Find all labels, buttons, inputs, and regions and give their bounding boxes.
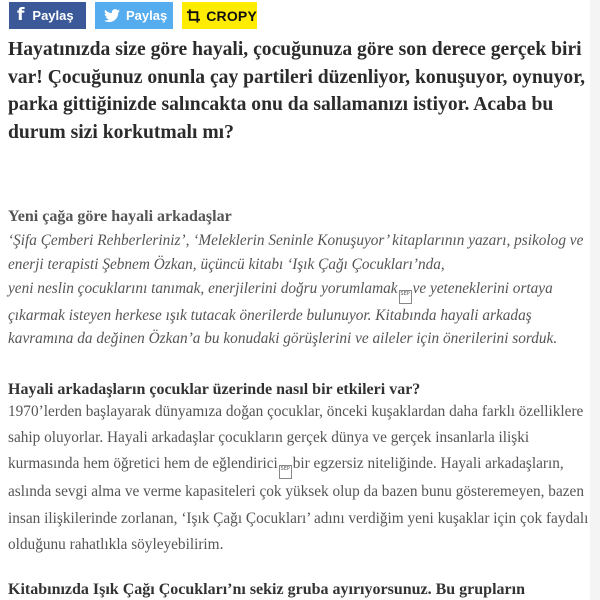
intro-line-1: ‘Şifa Çemberi Rehberleriniz’, ‘Meleklerin Seninle Konuşuyor’ kitaplarının yazarı, psikolog ve enerji terapisti Şebnem Özkan, üçüncü kitabı ‘Işık Çağı Çocukları’nda,	[8, 232, 584, 273]
body-paragraph-2	[8, 399, 592, 558]
share-bar	[9, 2, 257, 29]
scrollbar[interactable]	[590, 0, 600, 600]
twitter-share-label: Paylaş	[126, 8, 168, 23]
facebook-share-button[interactable]	[9, 2, 86, 29]
body2-part-b: bir egzersiz niteliğinde. Hayali arkadaşların, aslında sevgi alma ve verme kapasiteleri çok yüksek olup da bazen bunu gösteremeyen, bazen insan ilişkilerinde zorlanan, ‘Işık Çağı Çocukları’ adını verdiğim yeni kuşaklar için çok faydalı olduğunu rahatlıkla söyleyebilirim.	[8, 455, 589, 553]
section-heading-2: Hayali arkadaşların çocuklar üzerinde nasıl bir etkileri var?	[8, 381, 421, 398]
cropy-button[interactable]	[182, 2, 257, 29]
facebook-icon: f	[17, 4, 25, 25]
intro-paragraph	[8, 229, 592, 351]
section-heading-3: Kitabınızda Işık Çağı Çocukları’nı sekiz gruba ayırıyorsunuz. Bu grupların	[8, 581, 525, 598]
sep-symbol: SEP	[279, 465, 292, 479]
twitter-bird-icon	[104, 9, 120, 23]
sep-symbol: SEP	[399, 290, 412, 304]
intro-line-2b: ve yeteneklerini ortaya çıkarmak isteyen herkese ışık tutacak önerilerde bulunuyor. Kitabında hayali arkadaş kavramına da değinen Özkan’a bu konudaki görüşlerini ve aileler için önerilerini sorduk.	[8, 279, 558, 348]
body2-part-a: 1970’lerden başlayarak dünyamıza doğan çocuklar, önceki kuşaklardan daha farklı özelliklere sahip oluyorlar. Hayali arkadaşlar çocukların gerçek dünya ve gerçek insanlarla ilişki kurmasında hem öğretici hem de eğlendirici	[8, 403, 584, 473]
article-lead: Hayatınızda size göre hayali, çocuğunuza göre son derece gerçek biri var! Çocuğunuz onunla çay partileri düzenliyor, konuşuyor, oynuyor, parka gittiğinizde salıncakta onu da sallamanızı istiyor. Acaba bu durum sizi korkutmalı mı?	[8, 39, 586, 143]
crop-icon	[187, 9, 200, 23]
section-heading-1: Yeni çağa göre hayali arkadaşlar	[8, 208, 232, 225]
cropy-label: CROPY	[206, 7, 257, 24]
article-content	[8, 36, 592, 598]
twitter-share-button[interactable]	[95, 2, 173, 29]
facebook-share-label: Paylaş	[32, 8, 74, 23]
intro-line-2a: yeni neslin çocuklarını tanımak, enerjilerini doğru yorumlamak	[8, 279, 398, 297]
